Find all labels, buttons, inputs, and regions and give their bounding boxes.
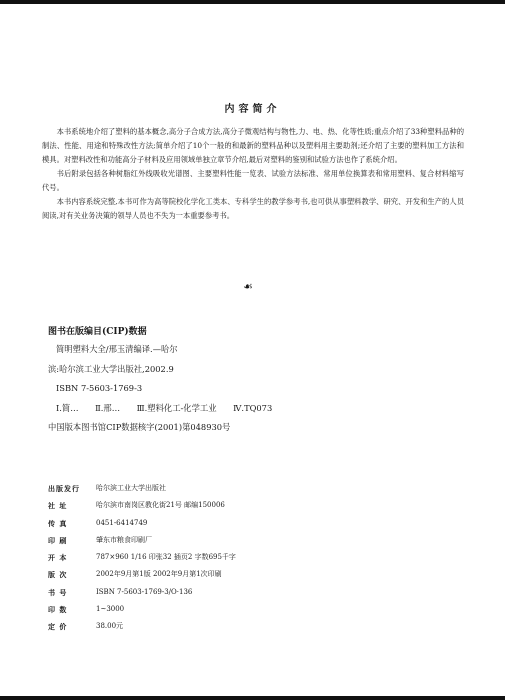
pub-value: 2002年9月第1版 2002年9月第1次印刷 — [96, 570, 222, 579]
pub-value: 肇东市粮食印刷厂 — [96, 535, 152, 544]
cip-publisher-line: 滨:哈尔滨工业大学出版社,2002.9 — [48, 363, 174, 374]
pub-row — [48, 480, 236, 497]
cip-record-number: 中国版本图书馆CIP数据核字(2001)第048930号 — [48, 422, 231, 432]
cip-category: Ⅳ.TQ073 — [233, 402, 273, 413]
bottom-scan-border — [0, 696, 505, 700]
pub-value: 哈尔滨市南岗区教化街21号 邮编150006 — [96, 501, 225, 510]
pub-label: 版 次 — [48, 570, 68, 580]
ornament-icon: ☙ — [243, 280, 253, 293]
pub-label: 印 数 — [48, 605, 68, 615]
cip-category: Ⅰ.简… — [56, 402, 79, 413]
page-title: 内容简介 — [224, 104, 281, 115]
pub-row — [48, 584, 236, 601]
summary-text — [42, 125, 464, 223]
pub-label: 出版发行 — [48, 484, 80, 493]
cip-isbn-line: ISBN 7-5603-1769-3 — [56, 383, 143, 393]
pub-label: 开 本 — [48, 553, 68, 563]
cip-heading: 图书在版编目(CIP)数据 — [48, 327, 147, 337]
pub-row — [48, 515, 236, 532]
cip-record — [48, 340, 478, 438]
pub-label: 传 真 — [48, 518, 68, 528]
summary-paragraph: 本书系统地介绍了塑料的基本概念,高分子合成方法,高分子微观结构与物性,力、电、热、化等性质;重点介绍了33种塑料品种的制法、性能、用途和特殊改性方法;简单介绍了10个一般的和最新的塑料品种以及塑料用主要助剂;还介绍了主要的塑料加工方法和模具。对塑料改性和功能高分子材料及应用领域单独立章节介绍,最后对塑料的鉴别和试验方法也作了系统介绍。 — [42, 127, 464, 164]
pub-row — [48, 549, 236, 566]
cip-category-line — [48, 399, 478, 419]
summary-paragraph: 书后附录包括各种树脂红外线吸收光谱图、主要塑料性能一览表、试验方法标准、常用单位换算表和常用塑料、复合材料缩写代号。 — [42, 169, 464, 192]
pub-value: 1~3000 — [96, 605, 125, 614]
pub-value: 38.00元 — [96, 622, 124, 631]
summary-paragraph: 本书内容系统完整,本书可作为高等院校化学化工类本、专科学生的教学参考书,也可供从事塑料教学、研究、开发和生产的人员阅读,对有关业务决策的领导人员也不失为一本重要参考书。 — [42, 197, 464, 220]
pub-label: 印 刷 — [48, 535, 68, 545]
pub-row — [48, 618, 236, 635]
pub-row — [48, 566, 236, 583]
pub-row — [48, 601, 236, 618]
cip-category: Ⅲ.塑料化工-化学工业 — [136, 402, 217, 413]
pub-value: 787×960 1/16 印张32 插页2 字数695千字 — [96, 553, 236, 562]
publication-info — [48, 480, 236, 636]
pub-label: 定 价 — [48, 622, 68, 632]
pub-value: ISBN 7-5603-1769-3/O·136 — [96, 587, 193, 596]
pub-row — [48, 532, 236, 549]
pub-value: 0451-6414749 — [96, 518, 148, 527]
pub-row — [48, 497, 236, 514]
cip-book-line: 简明塑料大全/邢玉清编译.—哈尔 — [56, 344, 178, 354]
cip-category: Ⅱ.邢… — [95, 402, 121, 413]
pub-value: 哈尔滨工业大学出版社 — [96, 484, 166, 492]
pub-label: 书 号 — [48, 587, 68, 597]
pub-label: 社 址 — [48, 501, 68, 511]
top-scan-border — [0, 0, 505, 4]
